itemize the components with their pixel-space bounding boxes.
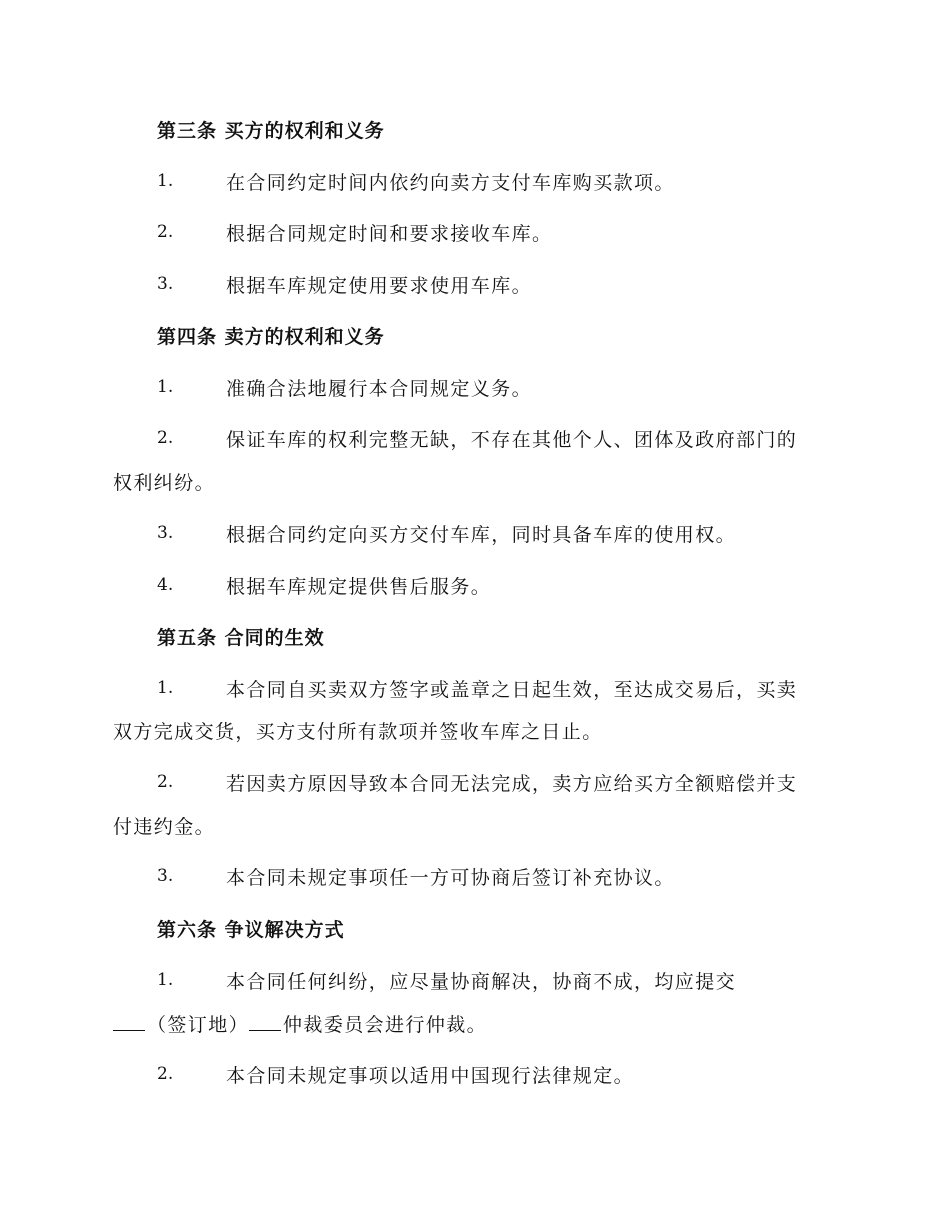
item-text-continuation bbox=[113, 1010, 487, 1037]
item-number: 3. bbox=[157, 866, 174, 886]
item-number: 2. bbox=[157, 1064, 174, 1084]
item-text-continuation: 付违约金。 bbox=[113, 816, 216, 838]
fill-in-blank bbox=[249, 1014, 281, 1031]
section-heading-6: 第六条 争议解决方式 bbox=[157, 919, 345, 941]
section-heading-5: 第五条 合同的生效 bbox=[157, 627, 325, 649]
item-text: 根据合同规定时间和要求接收车库。 bbox=[226, 223, 553, 245]
item-text: 若因卖方原因导致本合同无法完成，卖方应给买方全额赔偿并支 bbox=[226, 773, 798, 795]
fill-in-blank bbox=[113, 1014, 145, 1031]
item-text-continuation: 权利纠纷。 bbox=[113, 472, 216, 494]
item-text: 本合同未规定事项任一方可协商后签订补充协议。 bbox=[226, 867, 675, 889]
section-heading-3: 第三条 买方的权利和义务 bbox=[157, 120, 385, 142]
item-number: 2. bbox=[157, 222, 174, 242]
item-text: 根据合同约定向买方交付车库，同时具备车库的使用权。 bbox=[226, 524, 737, 546]
item-number: 3. bbox=[157, 523, 174, 543]
blank-suffix: 仲裁委员会进行仲裁。 bbox=[283, 1014, 488, 1036]
item-text: 本合同任何纠纷，应尽量协商解决，协商不成，均应提交 bbox=[226, 971, 737, 993]
item-text-continuation: 双方完成交货，买方支付所有款项并签收车库之日止。 bbox=[113, 721, 603, 743]
item-text: 在合同约定时间内依约向卖方支付车库购买款项。 bbox=[226, 172, 675, 194]
item-number: 1. bbox=[157, 377, 174, 397]
item-number: 1. bbox=[157, 171, 174, 191]
item-number: 1. bbox=[157, 970, 174, 990]
blank-label: （签订地） bbox=[147, 1014, 250, 1036]
item-text: 本合同自买卖双方签字或盖章之日起生效，至达成交易后，买卖 bbox=[226, 679, 798, 701]
section-heading-4: 第四条 卖方的权利和义务 bbox=[157, 326, 385, 348]
item-number: 2. bbox=[157, 428, 174, 448]
item-text: 本合同未规定事项以适用中国现行法律规定。 bbox=[226, 1065, 635, 1087]
item-text: 根据车库规定使用要求使用车库。 bbox=[226, 275, 533, 297]
item-text: 根据车库规定提供售后服务。 bbox=[226, 576, 492, 598]
item-number: 4. bbox=[157, 575, 174, 595]
item-number: 3. bbox=[157, 274, 174, 294]
item-number: 1. bbox=[157, 678, 174, 698]
item-text: 保证车库的权利完整无缺，不存在其他个人、团体及政府部门的 bbox=[226, 429, 798, 451]
item-number: 2. bbox=[157, 772, 174, 792]
item-text: 准确合法地履行本合同规定义务。 bbox=[226, 378, 533, 400]
